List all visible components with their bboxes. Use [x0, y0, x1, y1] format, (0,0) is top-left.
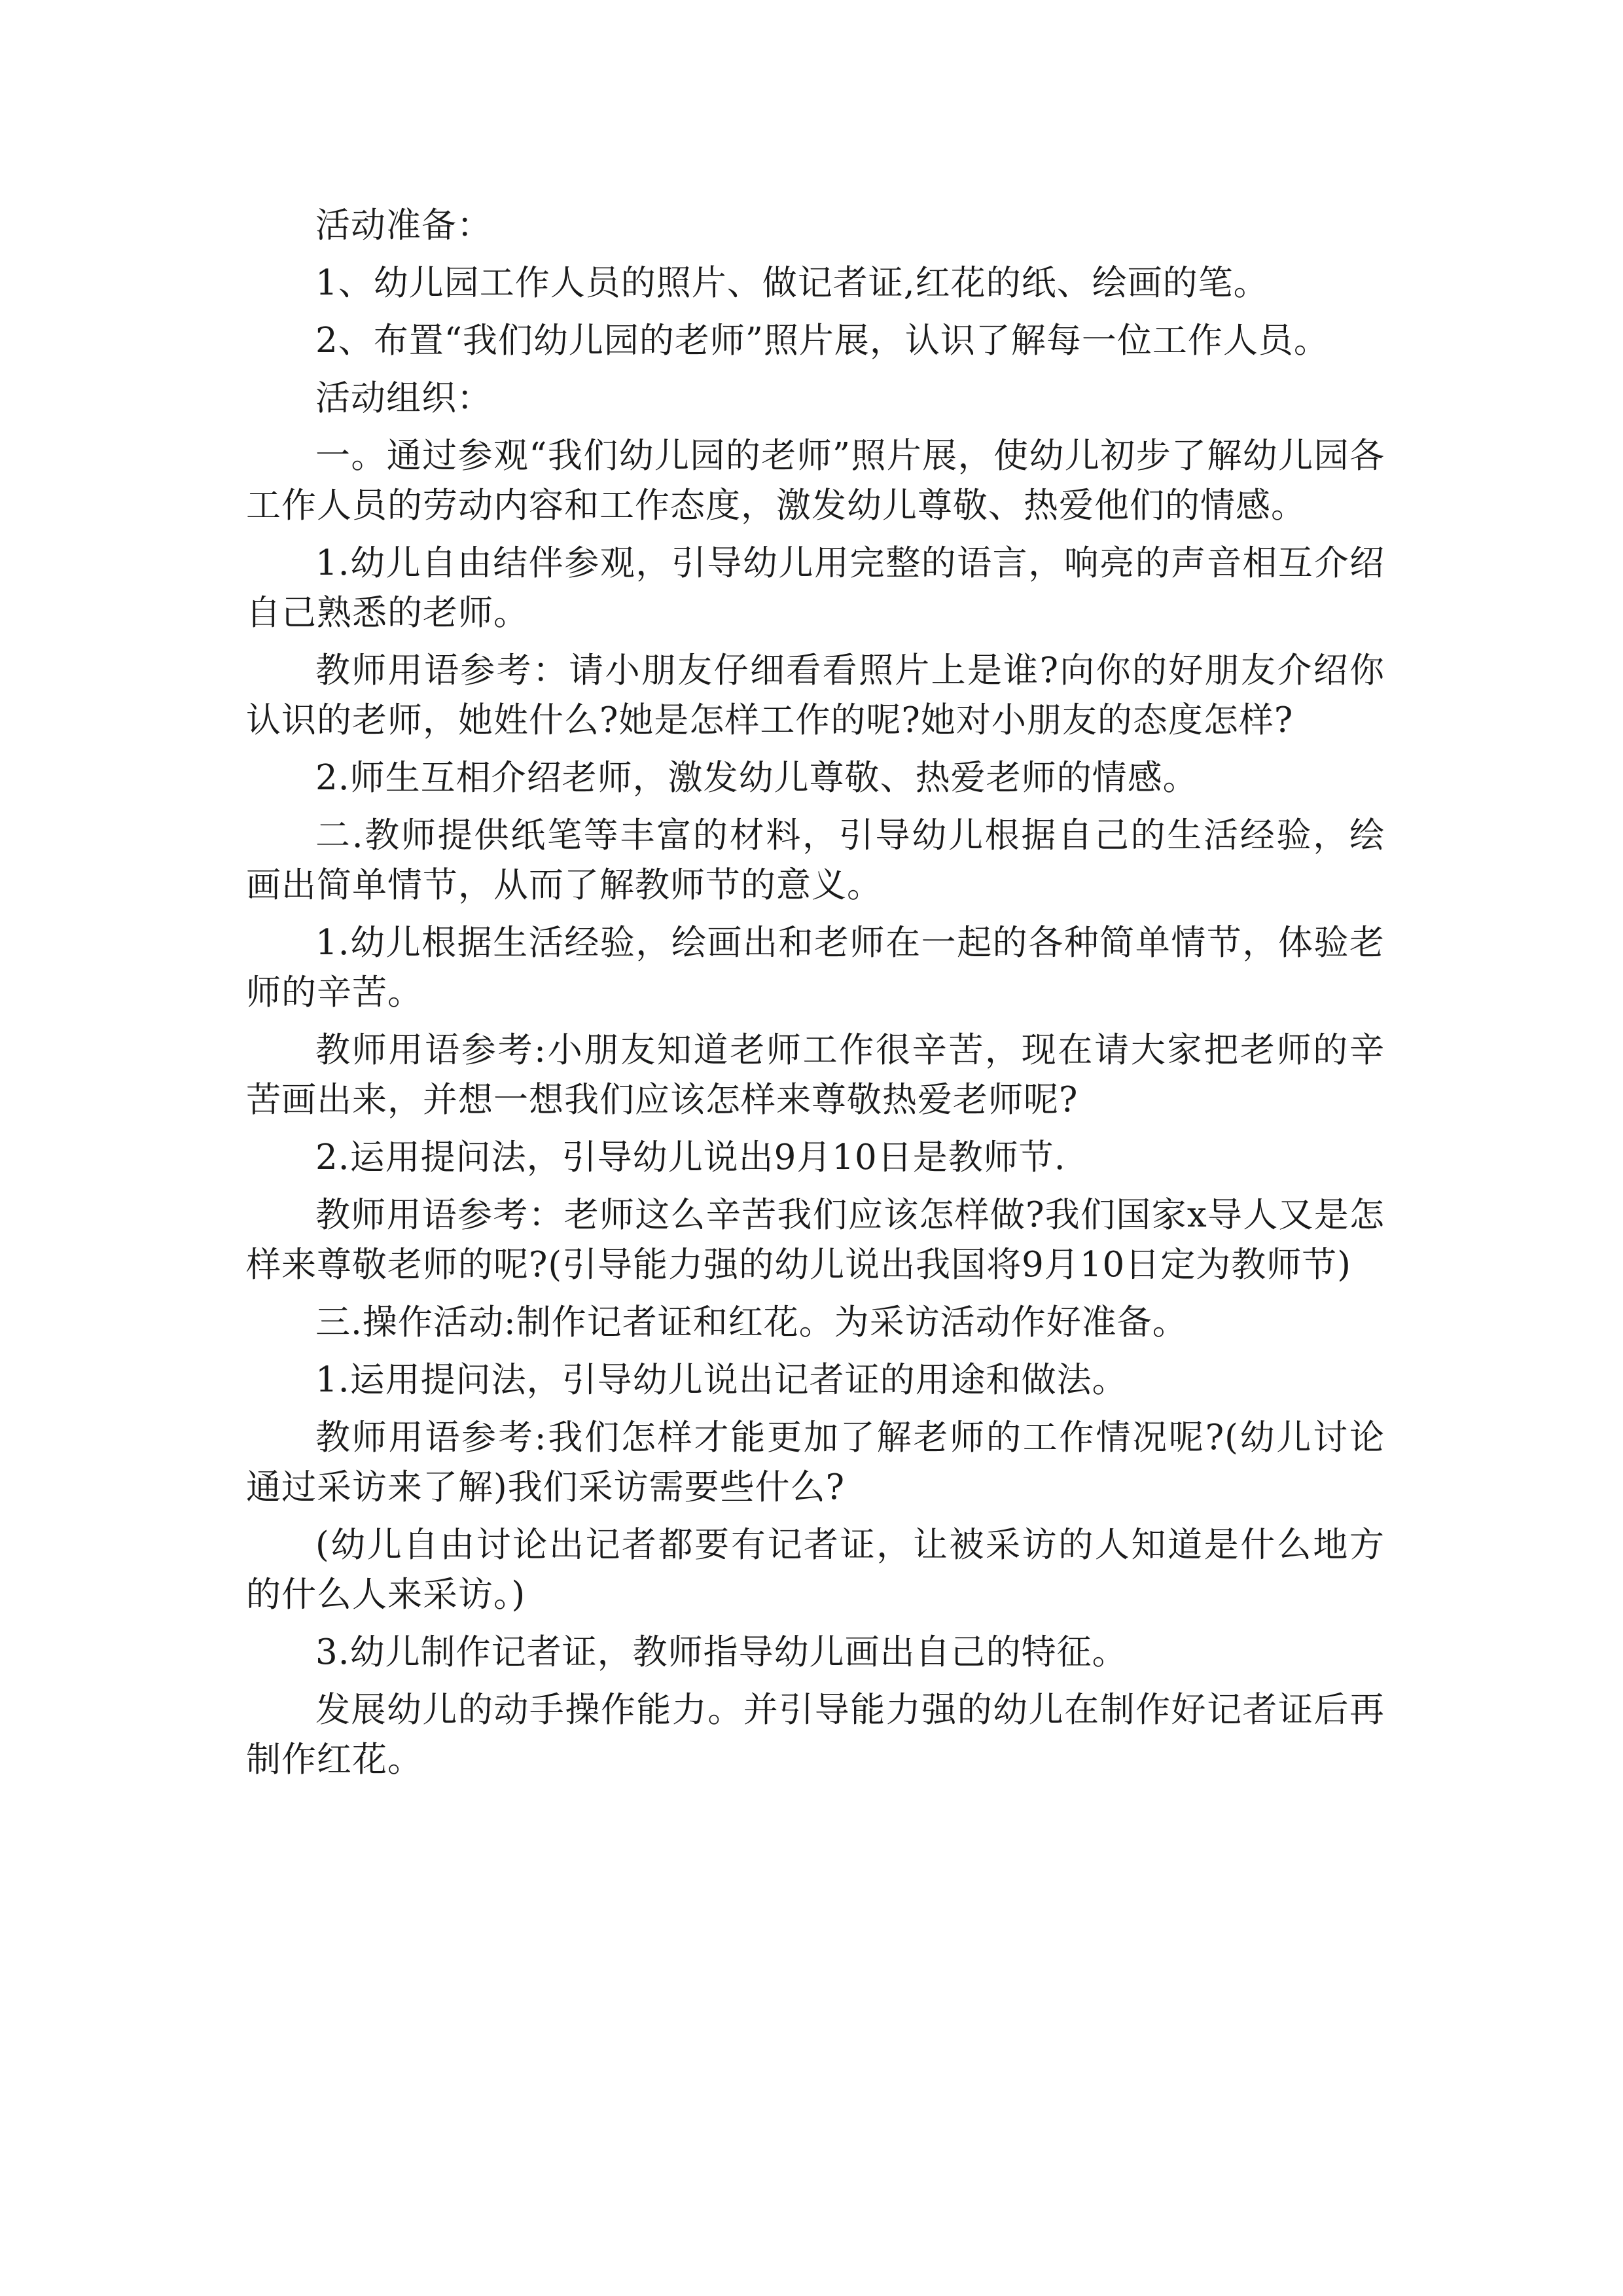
preparation-item-1: 1、幼儿园工作人员的照片、做记者证,红花的纸、绘画的笔。 [315, 263, 1269, 303]
heading-preparation: 活动准备： [315, 206, 492, 245]
section-1-step-1: 1.幼儿自由结伴参观，引导幼儿用完整的语言，响亮的声音相互介绍自己熟悉的老师。 [246, 543, 1385, 633]
section-3-closing: 发展幼儿的动手操作能力。并引导能力强的幼儿在制作好记者证后再制作红花。 [246, 1690, 1385, 1780]
section-1-teacher-script: 教师用语参考：请小朋友仔细看看照片上是谁?向你的好朋友介绍你认识的老师，她姓什么?她是怎样工作的呢?她对小朋友的态度怎样? [246, 651, 1385, 740]
section-3-step-3: 3.幼儿制作记者证，教师指导幼儿画出自己的特征。 [315, 1632, 1128, 1672]
section-3-step-1: 1.运用提问法，引导幼儿说出记者证的用途和做法。 [315, 1360, 1128, 1400]
heading-organization: 活动组织： [315, 378, 492, 418]
section-1-intro: 一。通过参观“我们幼儿园的老师”照片展，使幼儿初步了解幼儿园各工作人员的劳动内容和工作态度，激发幼儿尊敬、热爱他们的情感。 [246, 436, 1385, 526]
section-3-intro: 三.操作活动:制作记者证和红花。为采访活动作好准备。 [315, 1302, 1188, 1342]
section-1-step-2: 2.师生互相介绍老师，激发幼儿尊敬、热爱老师的情感。 [315, 758, 1198, 798]
section-2-step-2: 2.运用提问法，引导幼儿说出9月10日是教师节. [315, 1138, 1066, 1177]
section-2-teacher-script-2: 教师用语参考：老师这么辛苦我们应该怎样做?我们国家x导人又是怎样来尊敬老师的呢?(引导能力强的幼儿说出我国将9月10日定为教师节) [246, 1195, 1385, 1285]
section-3-discussion-note: (幼儿自由讨论出记者都要有记者证，让被采访的人知道是什么地方的什么人来采访。) [246, 1525, 1385, 1615]
section-2-intro: 二.教师提供纸笔等丰富的材料，引导幼儿根据自己的生活经验，绘画出简单情节，从而了解教师节的意义。 [246, 816, 1385, 905]
section-3-teacher-script: 教师用语参考:我们怎样才能更加了解老师的工作情况呢?(幼儿讨论通过采访来了解)我们采访需要些什么? [246, 1418, 1385, 1507]
preparation-item-2: 2、布置“我们幼儿园的老师”照片展，认识了解每一位工作人员。 [315, 321, 1329, 361]
document-body [246, 201, 1385, 1793]
section-2-teacher-script-1: 教师用语参考:小朋友知道老师工作很辛苦，现在请大家把老师的辛苦画出来，并想一想我们应该怎样来尊敬热爱老师呢? [246, 1030, 1385, 1120]
section-2-step-1: 1.幼儿根据生活经验，绘画出和老师在一起的各种简单情节，体验老师的辛苦。 [246, 923, 1385, 1013]
